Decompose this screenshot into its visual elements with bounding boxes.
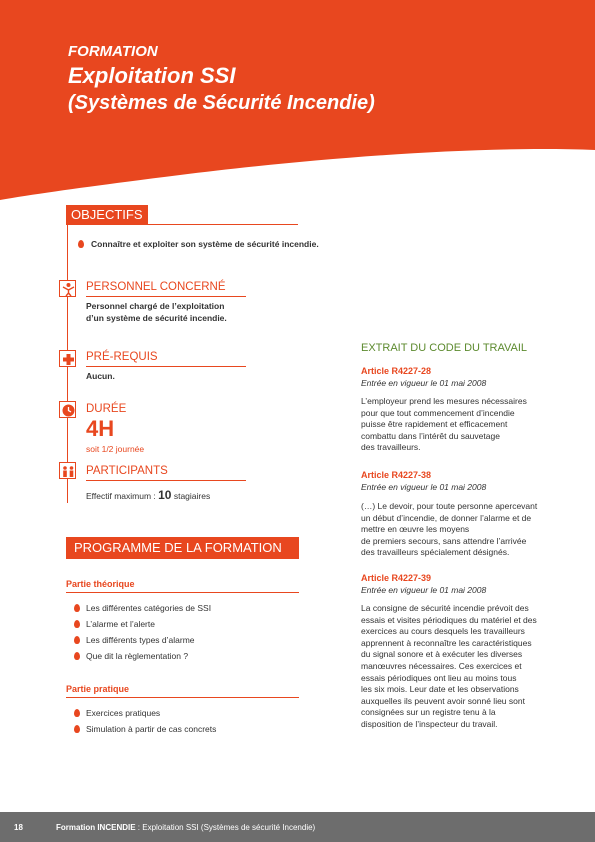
list-item: Les différents types d’alarme [86,635,195,645]
objectifs-rule [148,224,298,225]
article-body: L’employeur prend les mesures nécessaires pour que tout commencement d’incendie puisse être rapidement et efficacement combattu dans l’intérêt du sauvetage des travailleurs. [361,396,527,453]
clock-icon [59,401,76,418]
page-title: Exploitation SSI [68,63,236,88]
article-ref: Article R4227-38 [361,470,432,480]
list-item: Que dit la règlementation ? [86,651,189,661]
prerequis-text: Aucun. [86,371,115,381]
footer-text [56,823,315,832]
pratique-heading: Partie pratique [66,684,130,694]
list-item: Les différentes catégories de SSI [86,603,212,613]
bullet-drop-icon [74,709,80,717]
article-ref: Article R4227-28 [361,366,432,376]
participants-prefix: Effectif maximum : [86,491,159,501]
duree-sub: soit 1/2 journée [86,444,145,454]
duree-value: 4H [86,416,115,441]
footer-bold: Formation INCENDIE [56,823,136,832]
list-item: L’alarme et l’alerte [86,619,155,629]
footer-rest: : Exploitation SSI (Systèmes de sécurité Incendie) [135,823,316,832]
bullet-drop-icon [74,725,80,733]
objectifs-text: Connaître et exploiter son système de sécurité incendie. [91,239,319,249]
participants-number: 10 [158,488,172,502]
cross-icon [59,350,76,367]
pratique-rule [66,697,299,698]
list-item: Simulation à partir de cas concrets [86,724,217,734]
header-kicker: FORMATION [68,43,158,60]
participants-suffix: stagiaires [171,491,211,501]
personnel-rule [86,296,246,297]
article-date: Entrée en vigueur le 01 mai 2008 [361,378,487,388]
list-item: Exercices pratiques [86,708,161,718]
prerequis-rule [86,366,246,367]
personnel-heading: PERSONNEL CONCERNÉ [86,281,226,293]
article-body: (…) Le devoir, pour toute personne apercevant un début d’incendie, de donner l’alarme et de mettre en œuvre les moyens de premiers secours, sans attendre l’arrivée des travailleurs spécialement désignés. [361,501,538,558]
bullet-drop-icon [74,620,80,628]
personnel-line1: Personnel chargé de l’exploitation [86,301,225,311]
page-number: 18 [14,823,23,832]
footer-bar [0,812,595,842]
participants-text [86,488,210,502]
theorique-heading: Partie théorique [66,579,135,589]
person-icon [59,280,76,297]
theorique-rule [66,592,299,593]
bullet-drop-icon [74,652,80,660]
programme-heading: PROGRAMME DE LA FORMATION [66,537,299,559]
prerequis-heading: PRÉ-REQUIS [86,351,158,363]
personnel-line2: d’un système de sécurité incendie. [86,313,227,323]
participants-heading: PARTICIPANTS [86,465,168,477]
bullet-drop-icon [74,604,80,612]
duree-heading: DURÉE [86,403,127,415]
article-date: Entrée en vigueur le 01 mai 2008 [361,585,487,595]
page-subtitle: (Systèmes de Sécurité Incendie) [68,92,375,114]
extrait-title: EXTRAIT DU CODE DU TRAVAIL [361,342,528,354]
article-ref: Article R4227-39 [361,573,432,583]
article-body: La consigne de sécurité incendie prévoit des essais et visites périodiques du matériel et des exercices au cours desquels les travailleurs apprennent à reconnaître les caractéristiques du signal sonore et à exécuter les diverses manœuvres nécessaires. Ces exercices et essais périodiques ont lieu au moins tous les six mois. Leur date et les observations auxquelles ils peuvent avoir sonné lieu sont consignées sur un registre tenu à la disposition de l’inspecteur du travail. [361,603,537,729]
article-date: Entrée en vigueur le 01 mai 2008 [361,482,487,492]
participants-rule [86,480,246,481]
objectifs-heading: OBJECTIFS [66,205,148,225]
bullet-drop-icon [74,636,80,644]
bullet-drop-icon [78,240,84,248]
participants-icon [59,462,76,479]
